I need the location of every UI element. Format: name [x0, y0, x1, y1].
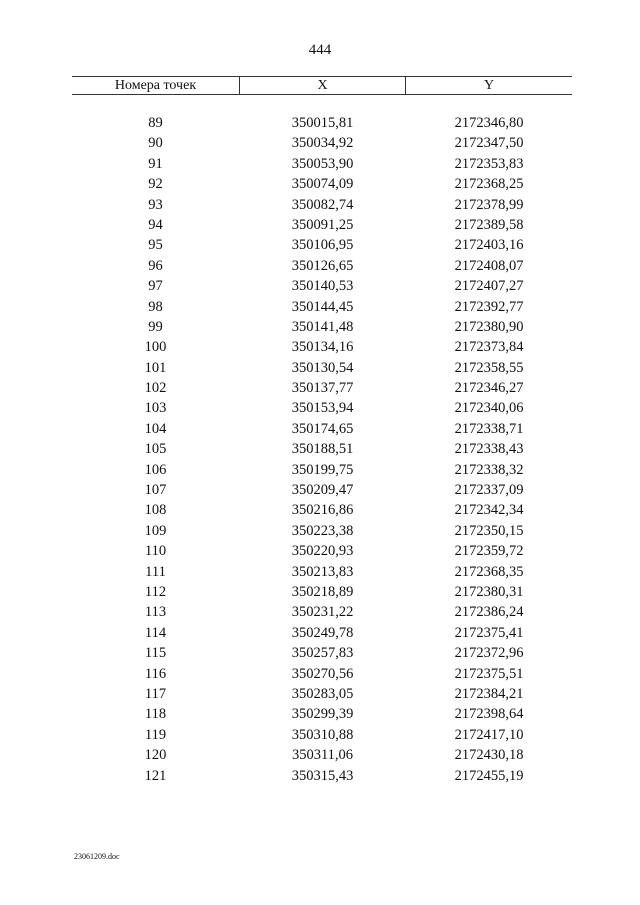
- cell-point-number: 119: [144, 726, 167, 743]
- cell-x: 350231,22: [291, 604, 354, 621]
- cell-x: 350082,74: [291, 196, 354, 213]
- table-row: [72, 562, 572, 582]
- cell-x: 350199,75: [291, 461, 354, 478]
- table-row: [72, 337, 572, 357]
- cell-y: 2172358,55: [454, 359, 524, 376]
- cell-point-number: 91: [148, 155, 163, 172]
- table-row: [72, 317, 572, 337]
- cell-point-number: 105: [144, 441, 167, 458]
- cell-x: 350137,77: [291, 380, 354, 397]
- cell-point-number: 118: [144, 706, 167, 723]
- table-row: [72, 419, 572, 439]
- cell-x: 350144,45: [291, 298, 354, 315]
- cell-x: 350153,94: [291, 400, 354, 417]
- cell-x: 350283,05: [291, 685, 354, 702]
- table-row: [72, 766, 572, 786]
- table-row: [72, 398, 572, 418]
- cell-x: 350106,95: [291, 237, 354, 254]
- cell-y: 2172430,18: [454, 747, 524, 764]
- table-row: [72, 276, 572, 296]
- cell-x: 350140,53: [291, 278, 354, 295]
- table-row: [72, 582, 572, 602]
- cell-y: 2172407,27: [454, 278, 524, 295]
- cell-point-number: 107: [144, 482, 167, 499]
- cell-x: 350220,93: [291, 543, 354, 560]
- cell-point-number: 120: [144, 747, 167, 764]
- cell-point-number: 110: [144, 543, 167, 560]
- cell-point-number: 101: [144, 359, 167, 376]
- cell-x: 350174,65: [291, 420, 354, 437]
- table-row: [72, 133, 572, 153]
- table-row: [72, 256, 572, 276]
- cell-point-number: 115: [144, 645, 167, 662]
- cell-y: 2172359,72: [454, 543, 524, 560]
- cell-point-number: 108: [144, 502, 167, 519]
- cell-y: 2172417,10: [454, 726, 524, 743]
- table-header: [72, 76, 572, 95]
- table-row: [72, 215, 572, 235]
- cell-point-number: 90: [148, 135, 163, 152]
- table-row: [72, 378, 572, 398]
- table-row: [72, 541, 572, 561]
- cell-point-number: 102: [144, 380, 167, 397]
- cell-y: 2172340,06: [454, 400, 524, 417]
- cell-x: 350216,86: [291, 502, 354, 519]
- cell-x: 350213,83: [291, 563, 354, 580]
- cell-point-number: 113: [144, 604, 167, 621]
- cell-x: 350141,48: [291, 318, 354, 335]
- cell-x: 350130,54: [291, 359, 354, 376]
- cell-x: 350223,38: [291, 522, 354, 539]
- table-row: [72, 358, 572, 378]
- table-row: [72, 297, 572, 317]
- cell-y: 2172375,51: [454, 665, 524, 682]
- cell-x: 350015,81: [291, 115, 354, 131]
- cell-x: 350299,39: [291, 706, 354, 723]
- cell-point-number: 111: [145, 563, 166, 580]
- cell-y: 2172338,32: [454, 461, 524, 478]
- table-row: [72, 521, 572, 541]
- table-row: [72, 235, 572, 255]
- cell-y: 2172408,07: [454, 257, 524, 274]
- cell-x: 350126,65: [291, 257, 354, 274]
- cell-point-number: 114: [144, 624, 167, 641]
- cell-point-number: 98: [148, 298, 163, 315]
- cell-y: 2172389,58: [454, 216, 524, 233]
- table-row: [72, 195, 572, 215]
- cell-point-number: 95: [148, 237, 163, 254]
- cell-y: 2172375,41: [454, 624, 524, 641]
- table-row: [72, 623, 572, 643]
- cell-point-number: 100: [144, 339, 167, 356]
- cell-point-number: 121: [144, 767, 167, 784]
- cell-y: 2172380,90: [454, 318, 524, 335]
- cell-y: 2172384,21: [454, 685, 524, 702]
- table-row: [72, 745, 572, 765]
- header-x: X: [240, 77, 406, 94]
- cell-point-number: 99: [148, 318, 163, 335]
- page-number: 444: [308, 42, 332, 58]
- cell-point-number: 112: [144, 583, 167, 600]
- cell-y: 2172386,24: [454, 604, 524, 621]
- cell-point-number: 104: [144, 420, 167, 437]
- cell-x: 350091,25: [291, 216, 354, 233]
- cell-point-number: 94: [148, 216, 163, 233]
- cell-y: 2172398,64: [454, 706, 524, 723]
- cell-x: 350218,89: [291, 583, 354, 600]
- table-row: [72, 174, 572, 194]
- table-row: [72, 664, 572, 684]
- table-row: [72, 725, 572, 745]
- cell-x: 350310,88: [291, 726, 354, 743]
- cell-y: 2172346,80: [454, 115, 524, 131]
- cell-point-number: 96: [148, 257, 163, 274]
- table-row: [72, 684, 572, 704]
- cell-x: 350315,43: [291, 767, 354, 784]
- cell-y: 2172368,35: [454, 563, 524, 580]
- table-row: [72, 113, 572, 133]
- cell-x: 350257,83: [291, 645, 354, 662]
- table-row: [72, 460, 572, 480]
- cell-y: 2172347,50: [454, 135, 524, 152]
- table-row: [72, 643, 572, 663]
- cell-point-number: 109: [144, 522, 167, 539]
- cell-point-number: 93: [148, 196, 163, 213]
- cell-x: 350209,47: [291, 482, 354, 499]
- cell-x: 350134,16: [291, 339, 354, 356]
- cell-y: 2172455,19: [454, 767, 524, 784]
- cell-y: 2172338,71: [454, 420, 524, 437]
- cell-x: 350311,06: [291, 747, 354, 764]
- cell-x: 350053,90: [291, 155, 354, 172]
- cell-x: 350074,09: [291, 176, 354, 193]
- cell-x: 350188,51: [291, 441, 354, 458]
- cell-point-number: 89: [148, 115, 163, 131]
- cell-y: 2172353,83: [454, 155, 524, 172]
- table-row: [72, 704, 572, 724]
- cell-point-number: 103: [144, 400, 167, 417]
- cell-y: 2172342,34: [454, 502, 524, 519]
- cell-x: 350249,78: [291, 624, 354, 641]
- cell-x: 350034,92: [291, 135, 354, 152]
- table-row: [72, 480, 572, 500]
- cell-y: 2172380,31: [454, 583, 524, 600]
- cell-y: 2172372,96: [454, 645, 524, 662]
- table-row: [72, 602, 572, 622]
- cell-y: 2172392,77: [454, 298, 524, 315]
- header-point-numbers: Номера точек: [72, 77, 240, 94]
- table-row: [72, 500, 572, 520]
- footer-filename: 23061209.doc: [74, 852, 120, 861]
- table-row: [72, 154, 572, 174]
- cell-y: 2172337,09: [454, 482, 524, 499]
- cell-y: 2172378,99: [454, 196, 524, 213]
- cell-point-number: 116: [144, 665, 167, 682]
- table-row: [72, 439, 572, 459]
- cell-x: 350270,56: [291, 665, 354, 682]
- cell-point-number: 106: [144, 461, 167, 478]
- cell-point-number: 97: [148, 278, 163, 295]
- cell-point-number: 92: [148, 176, 163, 193]
- table-body: [72, 113, 572, 786]
- cell-point-number: 117: [144, 685, 167, 702]
- header-y: Y: [483, 78, 495, 93]
- cell-y: 2172403,16: [454, 237, 524, 254]
- cell-y: 2172368,25: [454, 176, 524, 193]
- cell-y: 2172346,27: [454, 380, 524, 397]
- cell-y: 2172338,43: [454, 441, 524, 458]
- cell-y: 2172350,15: [454, 522, 524, 539]
- cell-y: 2172373,84: [454, 339, 524, 356]
